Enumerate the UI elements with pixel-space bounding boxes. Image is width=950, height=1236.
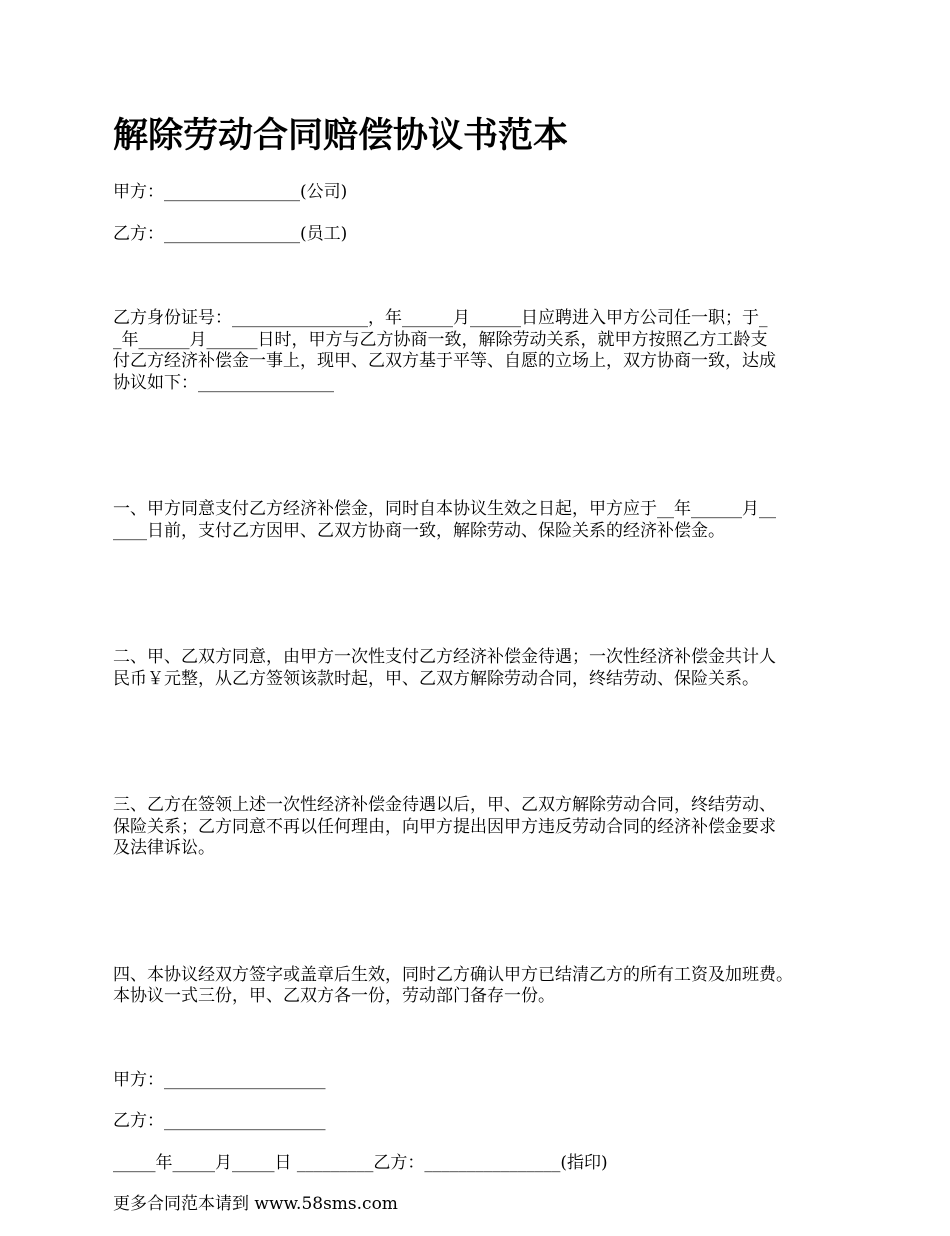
party-a-line: 甲方：________________(公司) [113, 182, 348, 202]
clause-3-line: 及法律诉讼。 [113, 838, 215, 858]
clause-2-line: 民币￥元整，从乙方签领该款时起，甲、乙双方解除劳动合同，终结劳动、保险关系。 [113, 668, 759, 689]
clause-1-line: 一、甲方同意支付乙方经济补偿金，同时自本协议生效之日起，甲方应于__年______月__ [113, 499, 776, 519]
party-b-line: 乙方：________________(员工) [113, 223, 348, 244]
clause-1 [113, 456, 873, 585]
clause-3-line: 保险关系；乙方同意不再以任何理由，向甲方提出因甲方违反劳动合同的经济补偿金要求 [113, 816, 776, 837]
date-signature-line: _____年_____月_____日 _________乙方：________________(指印) [113, 1152, 608, 1173]
clause-1-line: ____日前，支付乙方因甲、乙双方协商一致，解除劳动、保险关系的经济补偿金。 [113, 520, 725, 541]
footer-link-text: 更多合同范本请到 www.58sms.com [113, 1194, 398, 1214]
clause-4 [113, 922, 873, 1051]
intro-line: 乙方身份证号：________________，年______月______日应聘进入甲方公司任一职；于_ [113, 308, 768, 328]
clause-4-line: 本协议一式三份，甲、乙双方各一份，劳动部门备存一份。 [113, 986, 555, 1006]
signature-party-a: 甲方：___________________ [113, 1069, 326, 1090]
intro-paragraph [113, 265, 873, 437]
intro-line: 协议如下：________________ [113, 372, 334, 393]
clause-2 [113, 604, 873, 733]
clause-3-line: 三、乙方在签领上述一次性经济补偿金待遇以后，甲、乙双方解除劳动合同，终结劳动、 [113, 795, 776, 815]
intro-line: 付乙方经济补偿金一事上，现甲、乙双方基于平等、自愿的立场上，双方协商一致，达成 [113, 351, 776, 371]
clause-4-line: 四、本协议经双方签字或盖章后生效，同时乙方确认甲方已结清乙方的所有工资及加班费。 [113, 964, 793, 985]
document-page [113, 112, 873, 1236]
clause-2-line: 二、甲、乙双方同意，由甲方一次性支付乙方经济补偿金待遇；一次性经济补偿金共计人 [113, 647, 776, 667]
signature-party-b: 乙方：___________________ [113, 1111, 326, 1131]
document-title: 解除劳动合同赔偿协议书范本 [113, 115, 569, 156]
intro-line: _年______月______日时，甲方与乙方协商一致，解除劳动关系，就甲方按照乙方工龄支 [113, 329, 768, 350]
clause-3 [113, 752, 873, 903]
